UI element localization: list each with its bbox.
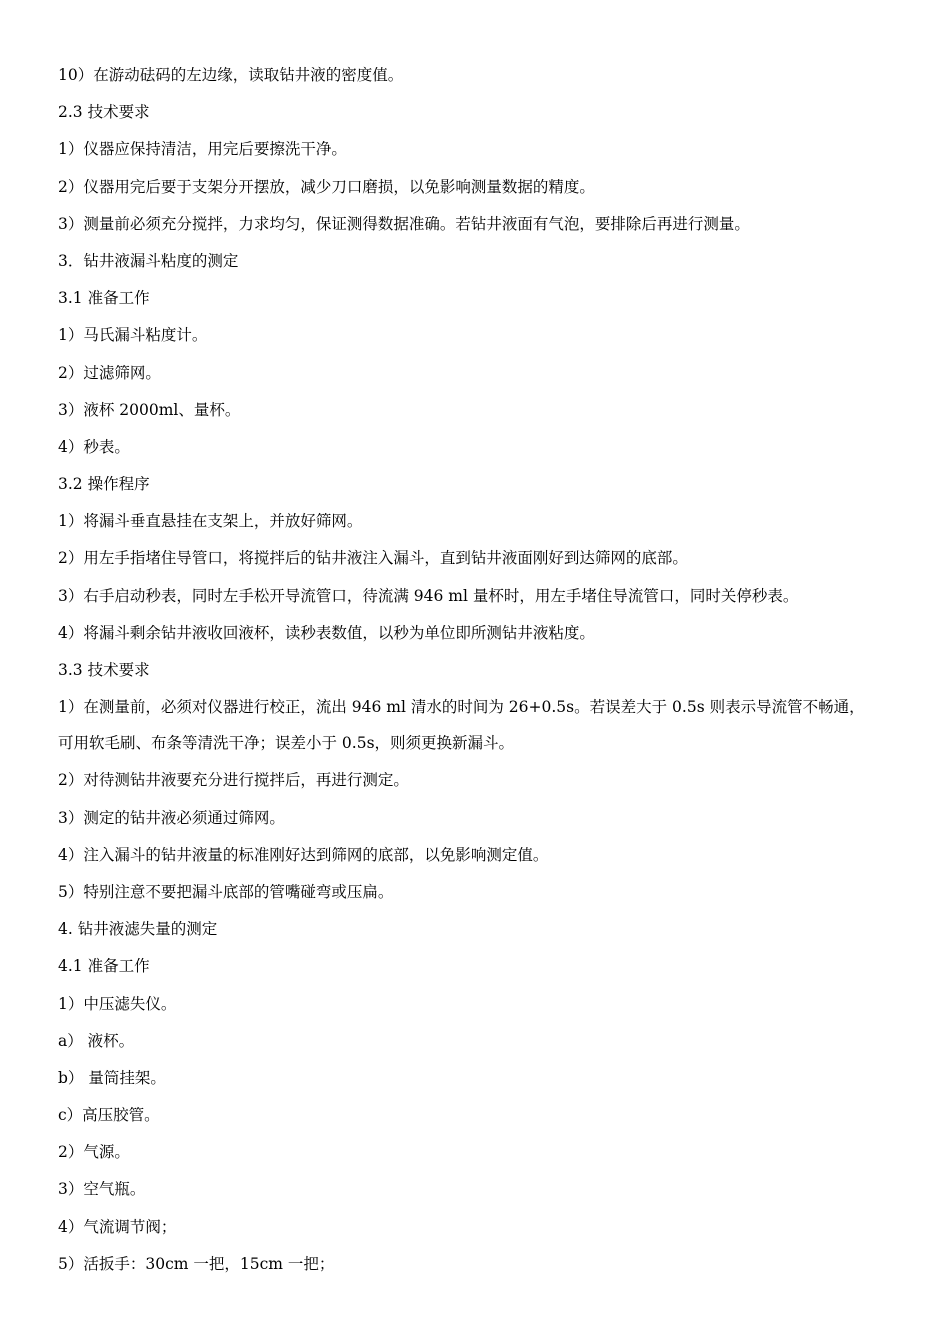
list-item: 2）对待测钻井液要充分进行搅拌后，再进行测定。 xyxy=(58,771,409,790)
list-item: a） 液杯。 xyxy=(58,1031,135,1050)
section-heading: 3.3 技术要求 xyxy=(58,661,150,679)
document-page xyxy=(58,62,898,1288)
list-item: 4）气流调节阀； xyxy=(58,1217,177,1236)
section-heading: 2.3 技术要求 xyxy=(58,103,150,122)
list-item: 1）在测量前，必须对仪器进行校正，流出 946 ml 清水的时间为 26+0.5s。若误差大于 0.5s 则表示导流管不畅通， xyxy=(58,698,865,717)
list-item: 3）右手启动秒表，同时左手松开导流管口，待流满 946 ml 量杯时，用左手堵住导流管口，同时关停秒表。 xyxy=(58,586,799,605)
list-item: 4）注入漏斗的钻井液量的标准刚好达到筛网的底部，以免影响测定值。 xyxy=(58,845,549,864)
list-item: b） 量筒挂架。 xyxy=(58,1068,166,1087)
list-item-continuation: 可用软毛刷、布条等清洗干净；误差小于 0.5s，则须更换新漏斗。 xyxy=(58,734,515,753)
list-item: 2）用左手指堵住导管口，将搅拌后的钻井液注入漏斗，直到钻井液面刚好到达筛网的底部。 xyxy=(58,549,688,568)
section-heading: 4. 钻井液滤失量的测定 xyxy=(58,920,218,939)
section-heading: 3.1 准备工作 xyxy=(58,289,150,308)
list-item: 5）特别注意不要把漏斗底部的管嘴碰弯或压扁。 xyxy=(58,882,394,901)
section-heading: 3．钻井液漏斗粘度的测定 xyxy=(58,251,239,270)
list-item: 3）液杯 2000ml、量杯。 xyxy=(58,400,241,419)
list-item: 4）秒表。 xyxy=(58,437,130,456)
list-item: 1）将漏斗垂直悬挂在支架上，并放好筛网。 xyxy=(58,512,363,531)
list-item: 5）活扳手：30cm 一把，15cm 一把； xyxy=(58,1254,335,1273)
list-item: 3）空气瓶。 xyxy=(58,1180,146,1199)
section-heading: 3.2 操作程序 xyxy=(58,475,150,494)
list-item: 2）气源。 xyxy=(58,1143,130,1162)
list-item: c）高压胶管。 xyxy=(58,1106,160,1125)
list-item: 1）马氏漏斗粘度计。 xyxy=(58,326,208,345)
list-item: 2）过滤筛网。 xyxy=(58,363,161,382)
list-item: 1）仪器应保持清洁，用完后要擦洗干净。 xyxy=(58,140,347,159)
text-line: 10）在游动砝码的左边缘，读取钻井液的密度值。 xyxy=(58,66,404,84)
list-item: 1）中压滤失仪。 xyxy=(58,994,177,1013)
list-item: 3）测量前必须充分搅拌，力求均匀，保证测得数据准确。若钻井液面有气泡，要排除后再进行测量。 xyxy=(58,214,750,233)
list-item: 2）仪器用完后要于支架分开摆放，减少刀口磨损，以免影响测量数据的精度。 xyxy=(58,177,595,196)
list-item: 4）将漏斗剩余钻井液收回液杯，读秒表数值，以秒为单位即所测钻井液粘度。 xyxy=(58,623,595,642)
list-item: 3）测定的钻井液必须通过筛网。 xyxy=(58,808,285,827)
section-heading: 4.1 准备工作 xyxy=(58,957,150,976)
